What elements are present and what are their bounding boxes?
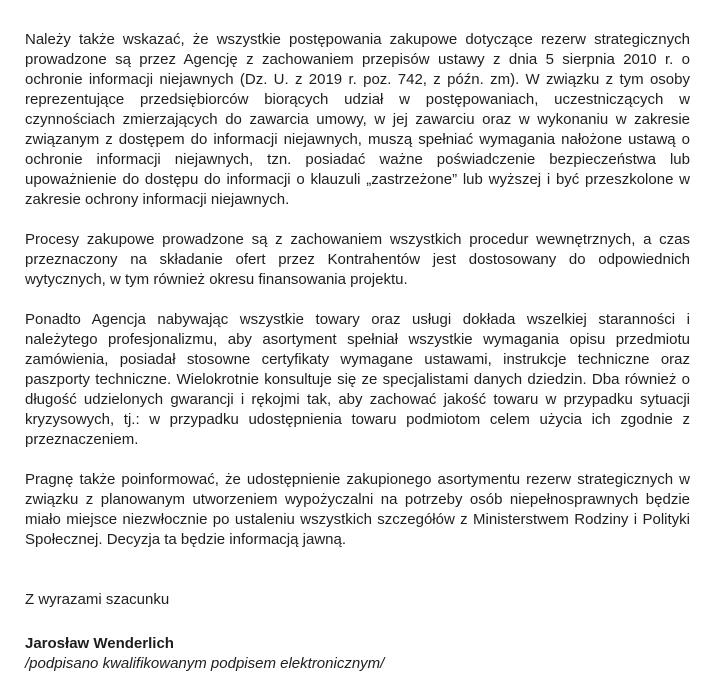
signature-electronic-note: /podpisano kwalifikowanym podpisem elektronicznym/ [25, 655, 385, 672]
signature-name: Jarosław Wenderlich [25, 635, 174, 652]
paragraph-classified-info: Należy także wskazać, że wszystkie postępowania zakupowe dotyczące rezerw strategicznych prowadzone są przez Agencję z zachowaniem przepisów ustawy z dnia 5 sierpnia 2010 r. o ochronie informacji niejawnych (Dz. U. z 2019 r. poz. 742, z późn. zm). W związku z tym osoby reprezentujące przedsiębiorców biorących udział w postępowaniach, uczestniczących w czynnościach zmierzających do zawarcia umowy, w jej zawarciu oraz w wykonaniu w zakresie związanym z dostępem do informacji niejawnych, muszą spełniać wymagania nałożone ustawą o ochronie informacji niejawnych, tzn. posiadać ważne poświadczenie bezpieczeństwa lub upoważnienie do dostępu do informacji o klauzuli „zastrzeżone” lub wyższej i być przeszkolone w zakresie ochrony informacji niejawnych. [25, 31, 690, 208]
closing-salutation: Z wyrazami szacunku [25, 591, 170, 608]
paragraph-quality-assurance: Ponadto Agencja nabywając wszystkie towary oraz usługi dokłada wszelkiej staranności i należytego profesjonalizmu, aby asortyment spełniał wszystkie wymagania opisu przedmiotu zamówienia, posiadał stosowne certyfikaty wymagane ustawami, instrukcje techniczne oraz paszporty techniczne. Wielokrotnie konsultuje się ze specjalistami danych dziedzin. Dba również o długość udzielonych gwarancji i rękojmi tak, aby zachować jakość towaru w przypadku sytuacji kryzysowych, tj.: w przypadku udostępnienia towaru podmiotom celem użycia ich zgodnie z przeznaczeniem. [25, 311, 690, 448]
paragraph-rental-plan: Pragnę także poinformować, że udostępnienie zakupionego asortymentu rezerw strategicznych w związku z planowanym utworzeniem wypożyczalni na potrzeby osób niepełnosprawnych będzie miało miejsce niezwłocznie po ustaleniu wszystkich szczegółów z Ministerstwem Rodziny i Polityki Społecznej. Decyzja ta będzie informacją jawną. [25, 471, 690, 548]
paragraph-purchase-processes: Procesy zakupowe prowadzone są z zachowaniem wszystkich procedur wewnętrznych, a czas przeznaczony na składanie ofert przez Kontrahentów jest dostosowany do odpowiednich wytycznych, w tym również okresu finansowania projektu. [25, 231, 690, 288]
